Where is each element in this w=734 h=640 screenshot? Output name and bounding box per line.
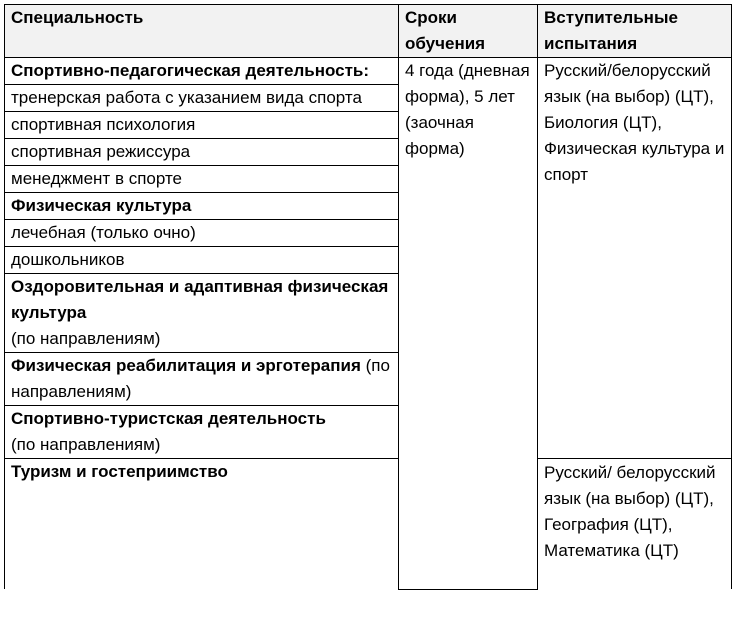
specialty-group-title: Физическая реабилитация и эрготерапия [11, 356, 361, 375]
specialty-cell [5, 274, 399, 353]
specialty-cell: тренерская работа с указанием вида спорта [5, 85, 399, 112]
exams-cell: Русский/белорусский язык (на выбор) (ЦТ), Биология (ЦТ), Физическая культура и спорт [538, 58, 732, 459]
specialty-group-title: Спортивно-туристская деятельность [11, 409, 326, 428]
specialty-cell: дошкольников [5, 247, 399, 274]
specialty-cell [5, 58, 399, 85]
specialties-table [4, 4, 732, 590]
header-row [5, 5, 732, 58]
specialty-cell: менеджмент в спорте [5, 166, 399, 193]
header-exams: Вступительные испытания [538, 5, 732, 58]
duration-cell: 4 года (дневная форма), 5 лет (заочная форма) [399, 58, 538, 590]
specialty-group-title: Спортивно-педагогическая деятельность: [11, 61, 370, 80]
specialty-note: (по направлениям) [11, 329, 161, 348]
specialty-group-title: Туризм и гостеприимство [5, 459, 399, 590]
table-row [5, 459, 732, 590]
specialty-cell [5, 406, 399, 459]
specialty-cell: лечебная (только очно) [5, 220, 399, 247]
exams-cell: Русский/ белорусский язык (на выбор) (ЦТ), География (ЦТ), Математика (ЦТ) [538, 459, 732, 590]
header-duration: Сроки обучения [399, 5, 538, 58]
specialty-note: (по направлениям) [11, 356, 390, 401]
table-row [5, 58, 732, 85]
specialty-group-title: Оздоровительная и адаптивная физическая культура [11, 277, 389, 322]
specialty-cell: спортивная психология [5, 112, 399, 139]
header-specialty: Специальность [5, 5, 399, 58]
specialty-note: (по направлениям) [11, 435, 161, 454]
specialty-cell [5, 353, 399, 406]
specialty-cell: спортивная режиссура [5, 139, 399, 166]
specialty-group-title: Физическая культура [5, 193, 399, 220]
